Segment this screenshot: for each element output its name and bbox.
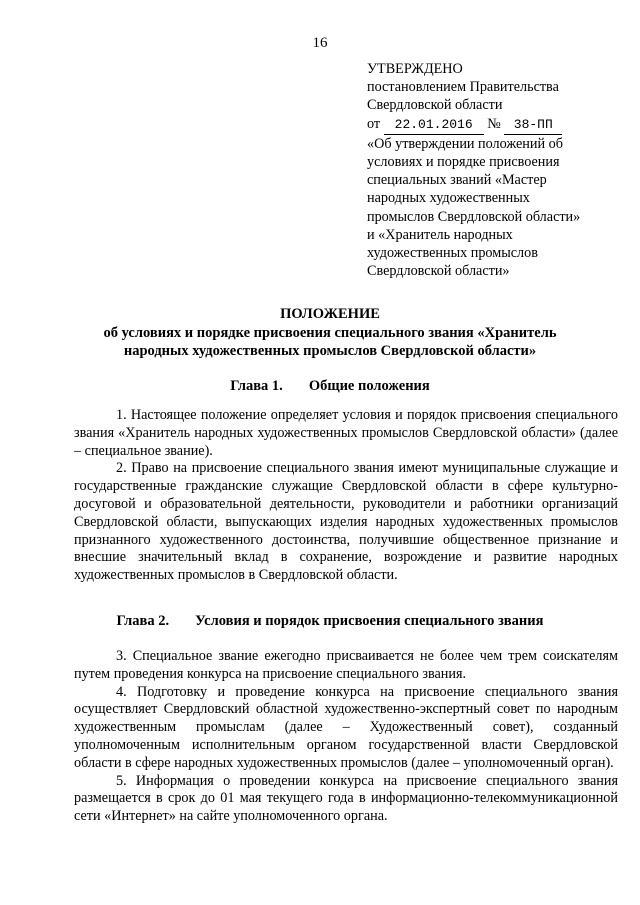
approval-subject-3: специальных званий «Мастер (367, 172, 547, 189)
approval-number: 38-ПП (504, 116, 562, 135)
chapter-1-title: Общие положения (308, 378, 430, 394)
approval-title: УТВЕРЖДЕНО (367, 61, 463, 77)
chapter-2-body (74, 648, 618, 826)
approval-line-1: постановлением Правительства (367, 79, 559, 96)
date-prefix: от (367, 115, 381, 132)
approval-subject-8: Свердловской области» (367, 263, 510, 280)
paragraph-3: 3. Специальное звание ежегодно присваивается не более чем трем соискателям путем проведения конкурса на присвоение специального звания. (74, 648, 618, 682)
chapter-1-number: Глава 1. (230, 378, 283, 394)
document-subtitle-1: об условиях и порядке присвоения специального звания «Хранитель (103, 324, 557, 341)
paragraph-1: 1. Настоящее положение определяет условия и порядок присвоения специального звания «Хранитель народных художественных промыслов Свердловской области» (далее – специальное звание). (74, 407, 618, 459)
approval-line-2: Свердловской области (367, 97, 503, 114)
approval-date: 22.01.2016 (384, 116, 484, 135)
approval-subject-6: и «Хранитель народных (367, 226, 513, 243)
approval-subject-2: условиях и порядке присвоения (367, 154, 560, 171)
page-number: 16 (312, 35, 328, 51)
chapter-2-title: Условия и порядок присвоения специального звания (195, 613, 544, 629)
approval-date-line (367, 115, 617, 135)
approval-stamp (367, 60, 617, 280)
paragraph-2: 2. Право на присвоение специального звания имеют муниципальные служащие и государственные гражданские служащие Свердловской области в сфере культурно-досуговой и образовательной деятельности, руководители и работники организаций Свердловской области, выпускающих изделия народных художественных промыслов признанного художественного достоинства, получившие общественное признание и внесшие значительный вклад в сохранение, возрождение и развитие народных художественных промыслов в Свердловской области. (74, 460, 618, 584)
document-title: ПОЛОЖЕНИЕ (280, 306, 380, 322)
document-heading (60, 305, 600, 361)
chapter-2-heading (60, 613, 600, 630)
paragraph-4: 4. Подготовку и проведение конкурса на присвоение специального звания осуществляет Свердловский областной художественно-экспертный совет по народным художественным промыслам (далее – Художественный совет), созданный уполномоченным исполнительным органом государственной власти Свердловской области в сфере народных художественных промыслов (далее – уполномоченный орган). (74, 683, 618, 771)
approval-subject-7: художественных промыслов (367, 245, 538, 262)
approval-subject-1: «Об утверждении положений об (367, 135, 563, 152)
number-prefix: № (487, 115, 501, 132)
chapter-1-body (74, 407, 618, 585)
document-subtitle-2: народных художественных промыслов Свердловской области» (123, 343, 537, 359)
chapter-2-number: Глава 2. (116, 613, 170, 629)
approval-subject-4: народных художественных (367, 190, 530, 207)
chapter-1-heading (60, 378, 600, 395)
approval-subject-5: промыслов Свердловской области» (367, 208, 581, 225)
paragraph-5: 5. Информация о проведении конкурса на присвоение специального звания размещается в срок до 01 мая текущего года в информационно-телекоммуникационной сети «Интернет» на сайте уполномоченного органа. (74, 772, 618, 825)
